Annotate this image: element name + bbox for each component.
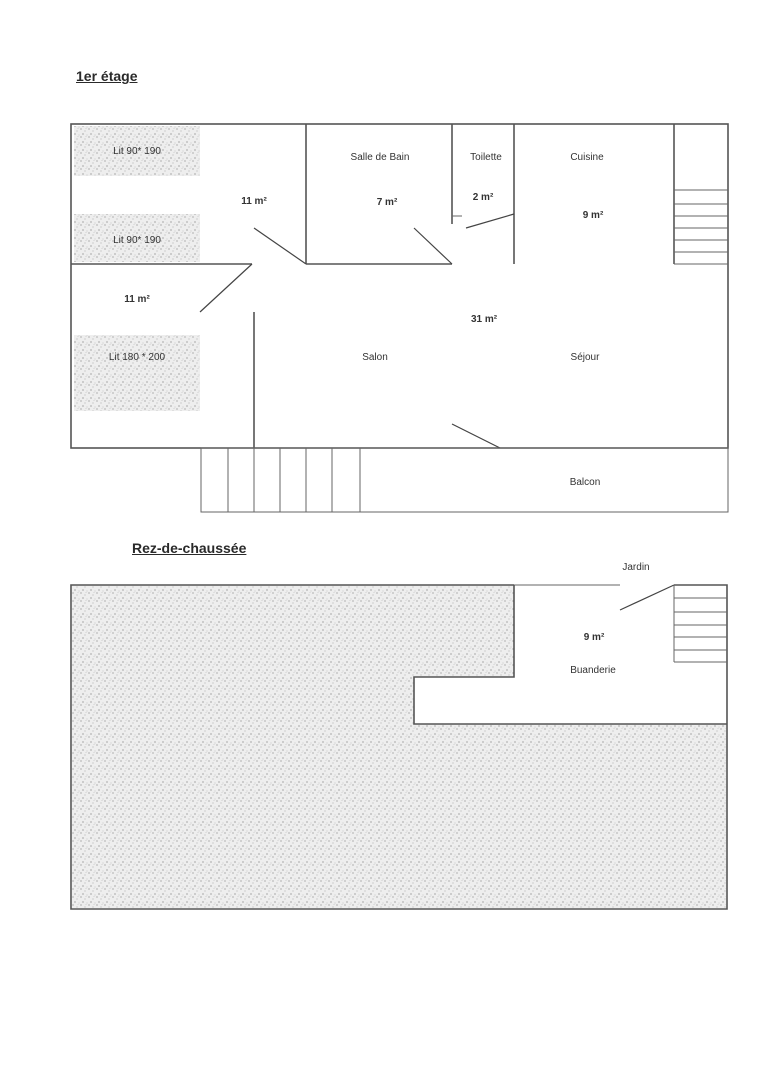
area-bathroom: 7 m² <box>376 197 398 208</box>
area-bedroom2: 11 m² <box>124 294 150 305</box>
door-balcony <box>452 424 500 448</box>
label-laundry: Buanderie <box>570 665 616 676</box>
label-bed-single-2: Lit 90* 190 <box>113 235 161 246</box>
area-living: 31 m² <box>470 314 498 325</box>
label-bed-double: Lit 180 * 200 <box>108 352 166 363</box>
stairs-ground <box>674 585 727 662</box>
door-bedroom2 <box>200 264 252 312</box>
ground-floor-heading: Rez-de-chaussée <box>132 540 247 556</box>
bed-double <box>74 335 200 411</box>
label-garden: Jardin <box>622 562 650 573</box>
door-garden <box>620 585 674 610</box>
door-bathroom <box>414 228 452 264</box>
area-toilet: 2 m² <box>472 192 494 203</box>
door-bedroom1 <box>254 228 306 264</box>
label-toilet: Toilette <box>470 152 502 163</box>
floor1-plan <box>71 124 728 512</box>
label-bed-single-1: Lit 90* 190 <box>113 146 161 157</box>
area-bedroom1: 11 m² <box>241 196 267 207</box>
door-toilet <box>466 214 514 228</box>
area-laundry: 9 m² <box>583 632 605 643</box>
stairs-bottom <box>201 448 360 512</box>
floor1-heading: 1er étage <box>76 68 138 84</box>
label-lounge: Salon <box>362 352 388 363</box>
label-balcony: Balcon <box>569 477 601 488</box>
label-bathroom: Salle de Bain <box>350 152 410 163</box>
ground-hatched-area <box>72 585 726 908</box>
label-kitchen: Cuisine <box>570 152 604 163</box>
label-dining: Séjour <box>570 352 600 363</box>
ground-floor-plan <box>71 562 727 909</box>
area-kitchen: 9 m² <box>582 210 604 221</box>
balcony-outline <box>360 448 728 512</box>
stairs-kitchen <box>674 190 728 264</box>
